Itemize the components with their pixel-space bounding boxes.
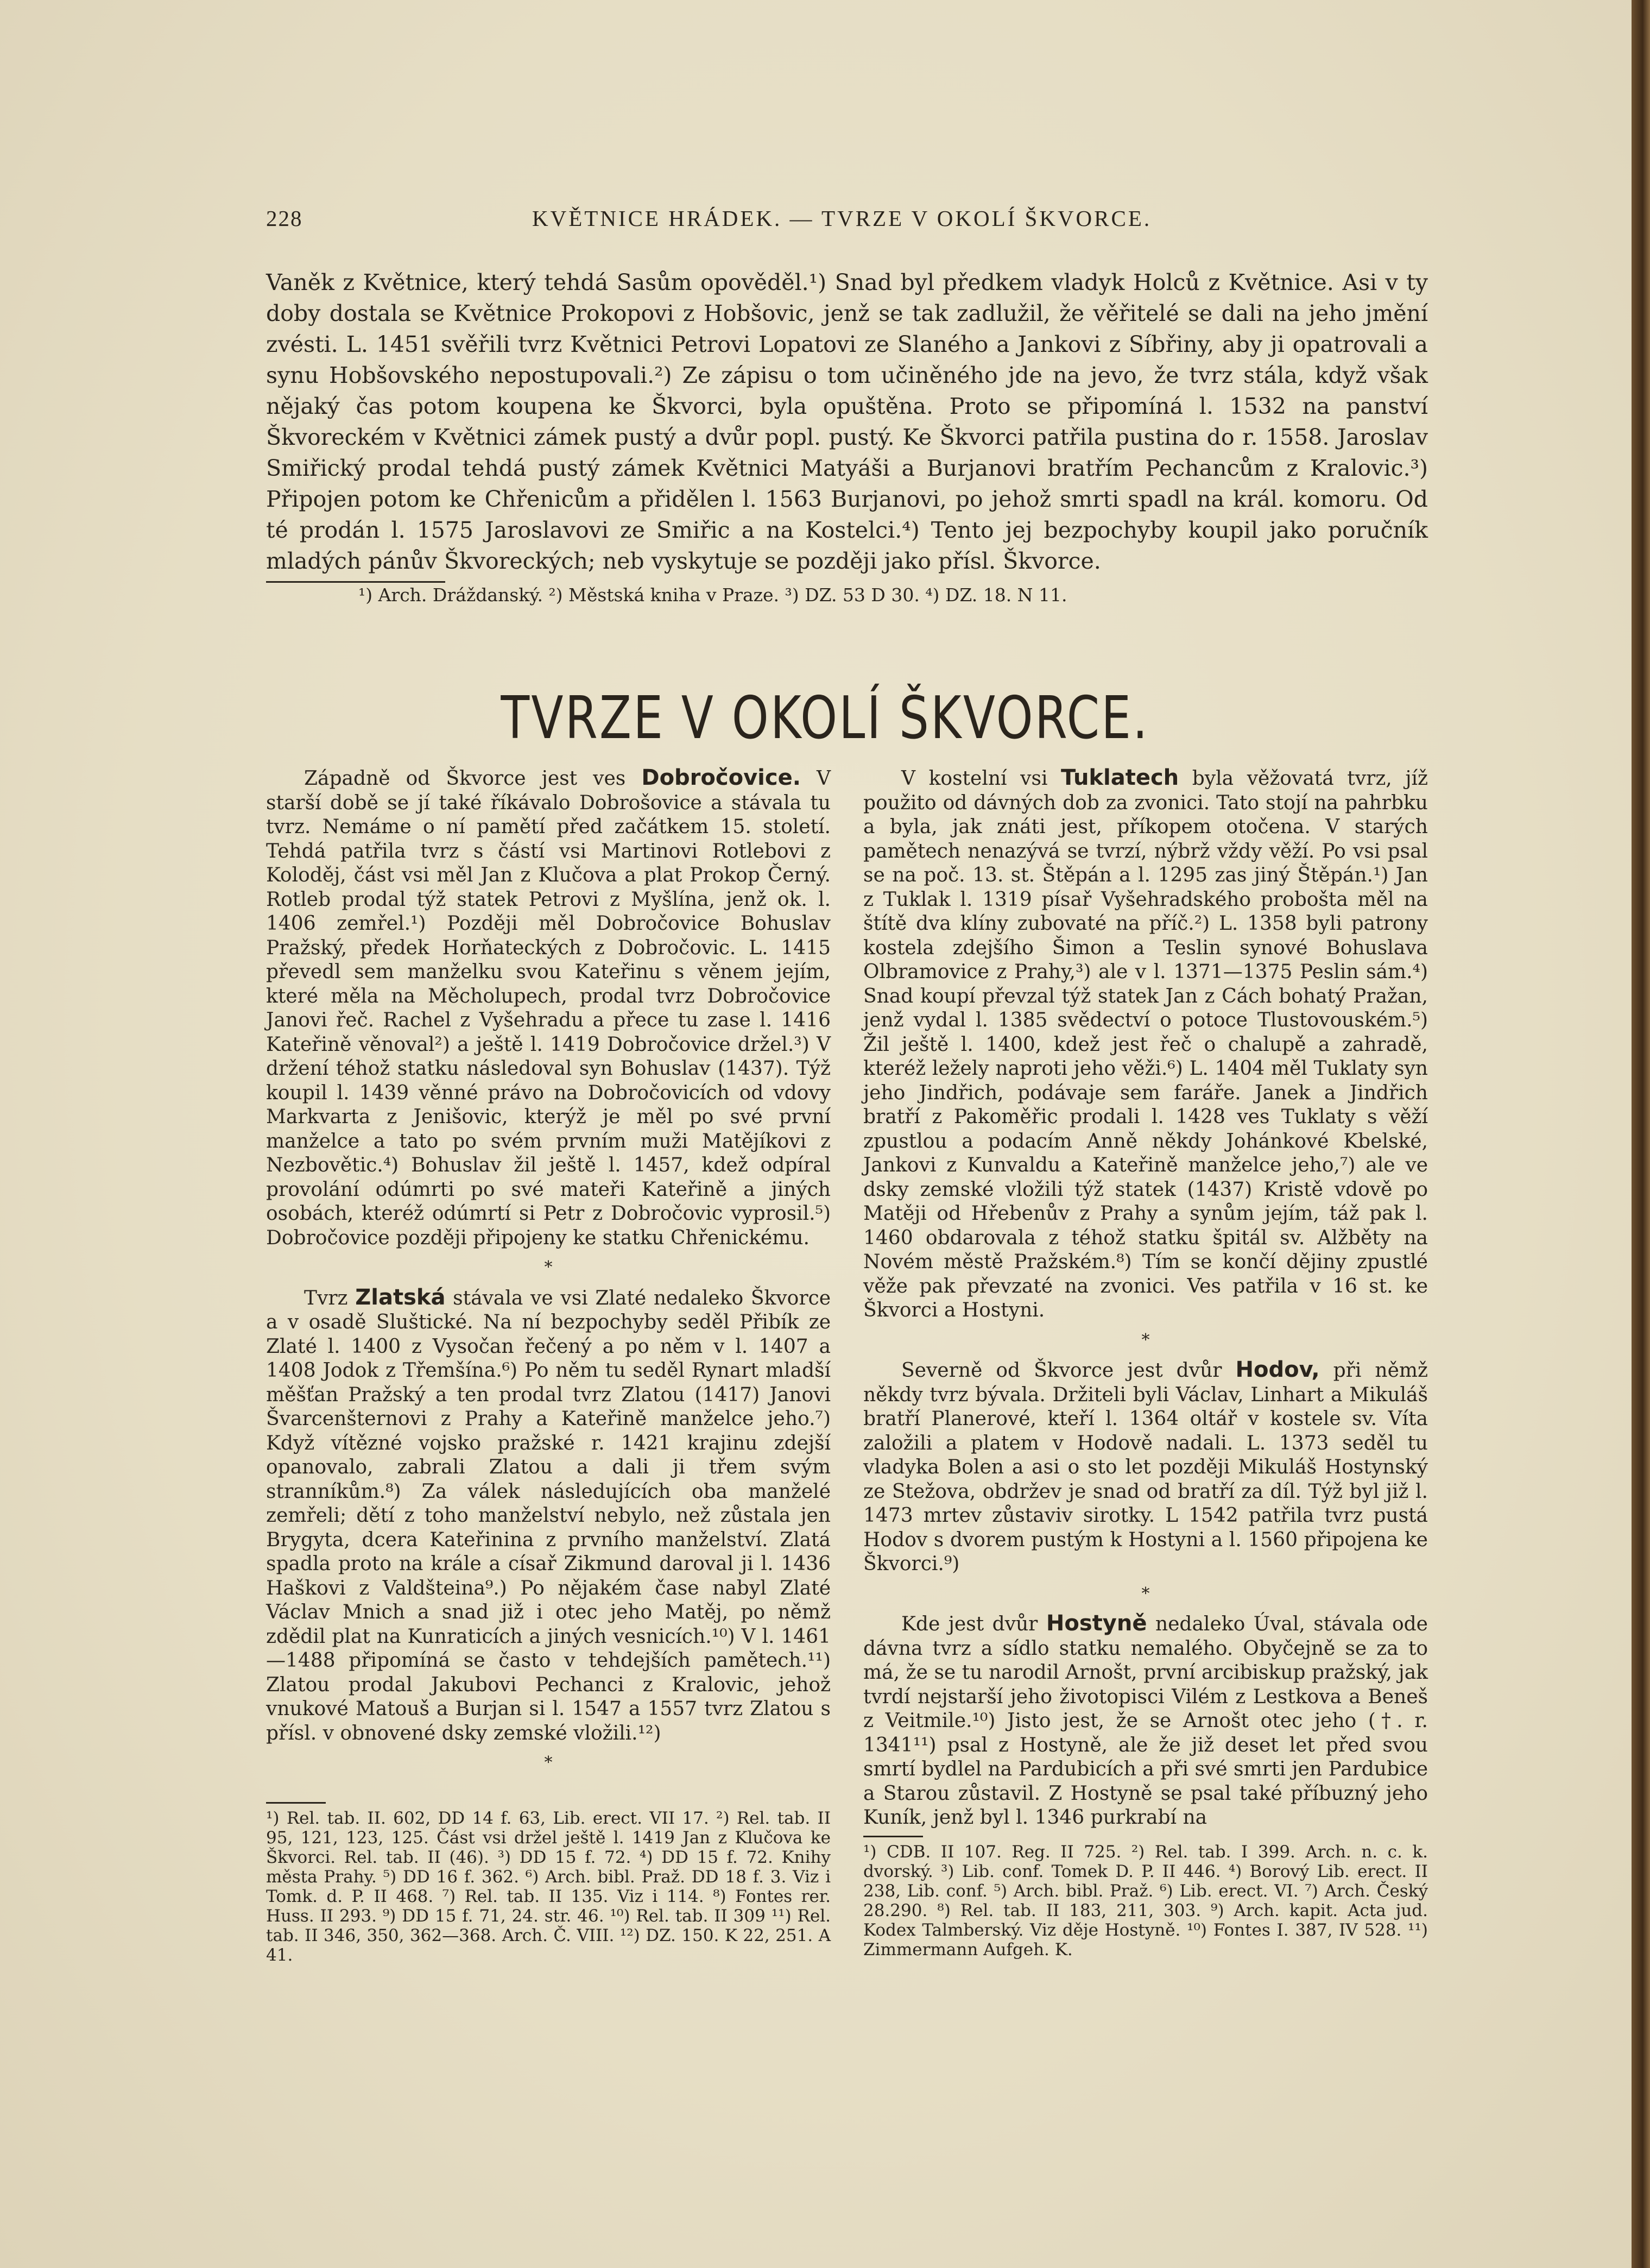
paragraph-hodov	[863, 1358, 1428, 1577]
paragraph-zlatska	[266, 1286, 831, 1746]
intro-footnotes: ¹) Arch. Dráždanský. ²) Městská kniha v Praze. ³) DZ. 53 D 30. ⁴) DZ. 18. N 11.	[358, 584, 1067, 606]
paragraph-body: V starší době se jí také říkávalo Dobrošovice a stávala tu tvrz. Nemáme o ní pamětí před začátkem 15. století. Tehdá patřila tvrz s částí vsi Martinovi Rotlebovi z Koloděj, část vsi měl Jan z Klučova a plat Prokop Černý. Rotleb prodal týž statek Petrovi z Myšlína, jenž ok. l. 1406 zemřel.¹) Později měl Dobročovice Bohuslav Pražský, předek Horňateckých z Dobročovic. L. 1415 převedl sem manželku svou Kateřinu s věnem jejím, které měla na Měcholupech, prodal tvrz Dobročovice Janovi řeč. Rachel z Vyšehradu a přece tu zase l. 1416 Kateřině věnoval²) a ještě l. 1419 Dobročovice držel.³) V držení téhož statku následoval syn Bohuslav (1437). Týž koupil l. 1439 věnné právo na Dobročovicích od vdovy Markvarta z Jenišovic, kterýž je měl po své první manželce a tato po svém prvním muži Matějíkovi z Nezbovětic.⁴) Bohuslav žil ještě l. 1457, kdež odpíral provolání odúmrti po své mateři Kateřině a jiných osobách, kteréž odúmrtí si Petr z Dobročovic vyprosil.⁵) Dobročovice později připojeny ke statku Chřenickému.	[266, 767, 831, 1249]
intro-paragraph	[266, 267, 1428, 577]
section-title: TVRZE V OKOLÍ ŠKVORCE.	[501, 684, 1149, 752]
paragraph-body: stávala ve vsi Zlaté nedaleko Škvorce a v osadě Sluštické. Na ní bezpochyby seděl Přibík ze Zlaté l. 1400 z Vysočan řečený a po něm v l. 1407 a 1408 Jodok z Třemšína.⁶) Po něm tu seděl Rynart mladší měšťan Pražský a ten prodal tvrz Zlatou (1417) Janovi Švarcenšternovi z Prahy a Kateřině manželce jeho.⁷) Když vítězné vojsko pražské r. 1421 krajinu zdejší opanovalo, zabrali Zlatou a dali ji třem svým stranníkům.⁸) Za válek následujících oba manželé zemřeli; dětí z toho manželství nebylo, než zůstala jen Brygyta, dcera Kateřinina z prvního manželství. Zlatá spadla proto na krále a císař Zikmund daroval ji l. 1436 Haškovi z Valdšteina⁹.) Po nějakém čase nabyl Zlaté Václav Mnich a snad již i otec jeho Matěj, po němž zdědil plat na Kunraticích a jiných vesnicích.¹⁰) V l. 1461—1488 připomíná se často v tehdejších pamětech.¹¹) Zlatou prodal Jakubovi Pechanci z Kralovic, jehož vnukové Matouš a Burjan si l. 1547 a 1557 tvrz Zlatou s přísl. v obnovené dsky zemské vložili.¹²)	[266, 1287, 831, 1744]
right-footnotes	[863, 1842, 1428, 1960]
paragraph-tuklaty	[863, 766, 1428, 1323]
paragraph-body: nedaleko Úval, stávala ode dávna tvrz a sídlo statku nemalého. Obyčejně se za to má, že se tu narodil Arnošt, první arcibiskup pražský, jak tvrdí nejstarší jeho životopisci Vilém z Lestkova a Beneš z Veitmile.¹⁰) Jisto jest, že se Arnošt otec jeho (†. r. 1341¹¹) psal z Hostyně, ale že již deset let před svou smrtí bydlel na Pardubicích a při své smrti jen Pardubice a Starou zůstavil. Z Hostyně se psal také příbuzný jeho Kuník, jenž byl l. 1346 purkrabí na	[863, 1613, 1428, 1829]
place-name-dobrocovice: Dobročovice.	[641, 765, 801, 790]
left-footnote-rule	[266, 1802, 326, 1804]
footnote-text: ¹) Rel. tab. II. 602, DD 14 f. 63, Lib. erect. VII 17. ²) Rel. tab. II 95, 121, 123, 125. Část vsi držel ještě l. 1419 Jan z Klučova ke Škvorci. Rel. tab. II (46). ³) DD 15 f. 72. ⁴) DD 15 f. 72. Knihy města Prahy. ⁵) DD 16 f. 362. ⁶) Arch. bibl. Praž. DD 18 f. 3. Viz i Tomk. d. P. II 468. ⁷) Rel. tab. II 135. Viz i 114. ⁸) Fontes rer. Huss. II 293. ⁹) DD 15 f. 71, 24. str. 46. ¹⁰) Rel. tab. II 309 ¹¹) Rel. tab. II 346, 350, 362—368. Arch. Č. VIII. ¹²) DZ. 150. K 22, 251. A 41.	[266, 1809, 831, 1965]
place-name-zlatska: Zlatská	[355, 1284, 446, 1310]
book-edge	[1632, 0, 1650, 2268]
place-name-tuklaty: Tuklatech	[1061, 765, 1179, 790]
section-separator: *	[544, 1258, 553, 1277]
right-footnote-rule	[863, 1836, 923, 1837]
paragraph-intro: V kostelní vsi	[901, 767, 1048, 790]
left-footnotes	[266, 1809, 831, 1965]
paragraph-dobrocovice	[266, 766, 831, 1250]
paragraph-hostyne	[863, 1611, 1428, 1830]
paragraph-intro: Kde jest dvůr	[901, 1613, 1038, 1635]
page-number: 228	[266, 206, 303, 231]
footnote-text: ¹) CDB. II 107. Reg. II 725. ²) Rel. tab. I 399. Arch. n. c. k. dvorský. ³) Lib. conf. Tomek D. P. II 446. ⁴) Borový Lib. erect. II 238, Lib. conf. ⁵) Arch. bibl. Praž. ⁶) Lib. erect. VI. ⁷) Arch. Český 28.290. ⁸) Rel. tab. II 183, 211, 303. ⁹) Arch. kapit. Acta jud. Kodex Talmberský. Viz děje Hostyně. ¹⁰) Fontes I. 387, IV 528. ¹¹) Zimmermann Aufgeh. K.	[863, 1842, 1428, 1960]
section-separator: *	[1141, 1330, 1150, 1350]
left-column	[266, 766, 831, 1781]
section-separator: *	[544, 1753, 553, 1772]
paragraph-intro: Severně od Škvorce jest dvůr	[901, 1359, 1222, 1382]
running-title: KVĚTNICE HRÁDEK. — TVRZE V OKOLÍ ŠKVORCE.	[532, 206, 1152, 231]
place-name-hodov: Hodov,	[1235, 1357, 1320, 1382]
paragraph-body: byla věžovatá tvrz, jíž použito od dávných dob za zvonici. Tato stojí na pahrbku a byla, jak znáti jest, příkopem otočena. V starých pamětech nenazývá se tvrzí, nýbrž vždy věží. Po vsi psal se na poč. 13. st. Štěpán a l. 1295 zas jiný Štěpán.¹) Jan z Tuklak l. 1319 písař Vyšehradského probošta měl na štítě dva klíny zubovaté na příč.²) L. 1358 byli patrony kostela zdejšího Šimon a Teslin synové Bohuslava Olbramovice z Prahy,³) ale v l. 1371—1375 Peslin sám.⁴) Snad koupí převzal týž statek Jan z Cách bohatý Pražan, jenž vydal l. 1385 svědectví o potoce Tlustovouském.⁵) Žil ještě l. 1400, kdež jest řeč o chalupě a zahradě, kteréž ležely naproti jeho věži.⁶) L. 1404 měl Tuklaty syn jeho Jindřich, podávaje sem faráře. Janek a Jindřich bratří z Pakoměřic prodali l. 1428 ves Tuklaty s věží zpustlou a podacím Anně někdy Johánkové Kbelské, Jankovi z Kunvaldu a Kateřině manželce jeho,⁷) ale ve dsky zemské vložili týž statek (1437) Kristě vdově po Matěji od Hřebenův z Prahy a synům jejím, táž pak l. 1460 obdarovala z téhož statku špitál sv. Alžběty na Novém městě Pražském.⁸) Tím se končí dějiny zpustlé věže pak převzaté na zvonici. Ves patřila v 16 st. ke Škvorci a Hostyni.	[863, 767, 1428, 1321]
footnote-rule	[266, 581, 445, 583]
section-separator: *	[1141, 1584, 1150, 1603]
place-name-hostyne: Hostyně	[1046, 1611, 1147, 1636]
paragraph-intro: Tvrz	[304, 1287, 348, 1309]
page-header	[266, 205, 1493, 243]
paragraph-body: při němž někdy tvrz bývala. Držiteli byli Václav, Linhart a Mikuláš bratří Planerové, kteří l. 1364 oltář v kostele sv. Víta založili a platem v Hodově nadali. L. 1373 seděl tu vladyka Bolen a asi o sto let později Mikuláš Hostynský ze Stežova, obdržev je snad od bratří za díl. Týž byl již l. 1473 mrtev zůstaviv sirotky. L 1542 patřila tvrz pustá Hodov s dvorem pustým k Hostyni a l. 1560 připojena ke Škvorci.⁹)	[863, 1359, 1428, 1575]
intro-text: Vaněk z Květnice, který tehdá Sasům opověděl.¹) Snad byl předkem vladyk Holců z Květnice. Asi v ty doby dostala se Květnice Prokopovi z Hobšovic, jenž se tak zadlužil, že věřitelé se dali na jeho jmění zvésti. L. 1451 svěřili tvrz Květnici Petrovi Lopatovi ze Slaného a Jankovi z Síbřiny, aby ji opatrovali a synu Hobšovského nepostupovali.²) Ze zápisu o tom učiněného jde na jevo, že tvrz stála, když však nějaký čas potom koupena ke Škvorci, byla opuštěna. Proto se připomíná l. 1532 na panství Škvoreckém v Květnici zámek pustý a dvůr popl. pustý. Ke Škvorci patřila pustina do r. 1558. Jaroslav Smiřický prodal tehdá pustý zámek Květnici Matyáši a Burjanovi bratřím Pechancům z Kralovic.³) Připojen potom ke Chřenicům a přidělen l. 1563 Burjanovi, po jehož smrti spadl na král. komoru. Od té prodán l. 1575 Jaroslavovi ze Smiřic a na Kostelci.⁴) Tento jej bezpochyby koupil jako poručník mladých pánův Škvoreckých; neb vyskytuje se později jako přísl. Škvorce.	[266, 269, 1428, 574]
right-column	[863, 766, 1428, 1830]
paragraph-intro: Západně od Škvorce jest ves	[304, 767, 626, 790]
